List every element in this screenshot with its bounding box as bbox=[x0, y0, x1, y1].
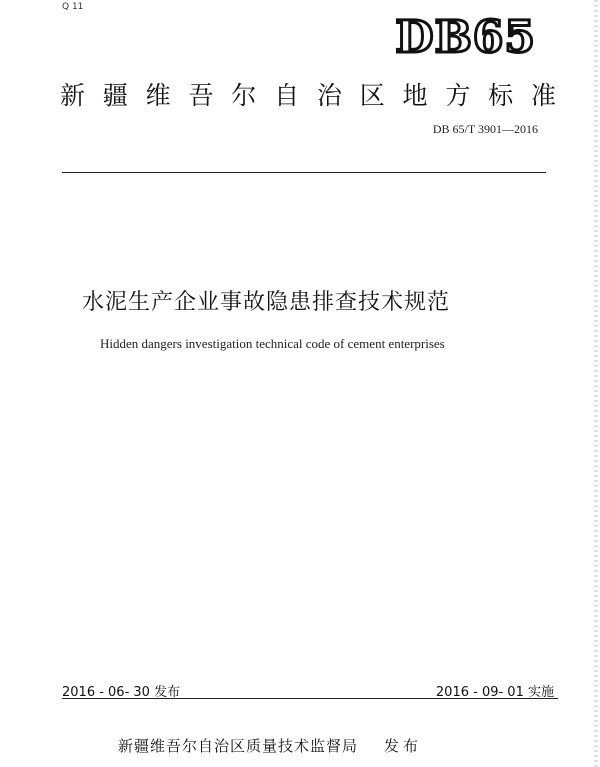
level-char: 尔 bbox=[231, 81, 257, 110]
level-char: 维 bbox=[145, 81, 171, 110]
level-char: 地 bbox=[402, 81, 428, 110]
standard-level-title bbox=[60, 76, 556, 112]
issuing-authority bbox=[118, 735, 422, 756]
level-char: 区 bbox=[359, 81, 385, 110]
level-char: 疆 bbox=[102, 81, 128, 110]
implement-date: 2016 - 09- 01 实施 bbox=[435, 685, 554, 700]
db65-logo: DB65 bbox=[395, 12, 536, 63]
publish-date: 2016 - 06- 30 发布 bbox=[62, 685, 181, 700]
level-char: 方 bbox=[445, 81, 471, 110]
ics-code: Q 11 bbox=[62, 2, 84, 12]
scan-edge bbox=[594, 0, 598, 767]
bottom-divider bbox=[62, 698, 558, 699]
level-char: 治 bbox=[316, 81, 342, 110]
level-char: 新 bbox=[60, 81, 86, 110]
title-chinese: 水泥生产企业事故隐患排查技术规范 bbox=[82, 290, 451, 315]
level-char: 吾 bbox=[188, 81, 214, 110]
level-char: 自 bbox=[274, 81, 300, 110]
top-divider bbox=[62, 172, 546, 173]
authority-name: 新疆维吾尔自治区质量技术监督局 bbox=[118, 737, 359, 755]
level-char: 标 bbox=[488, 81, 514, 110]
standard-number: DB 65/T 3901—2016 bbox=[432, 122, 538, 136]
level-char: 准 bbox=[530, 81, 556, 110]
authority-suffix: 发布 bbox=[384, 737, 423, 755]
title-english: Hidden dangers investigation technical code of cement enterprises bbox=[100, 336, 445, 351]
